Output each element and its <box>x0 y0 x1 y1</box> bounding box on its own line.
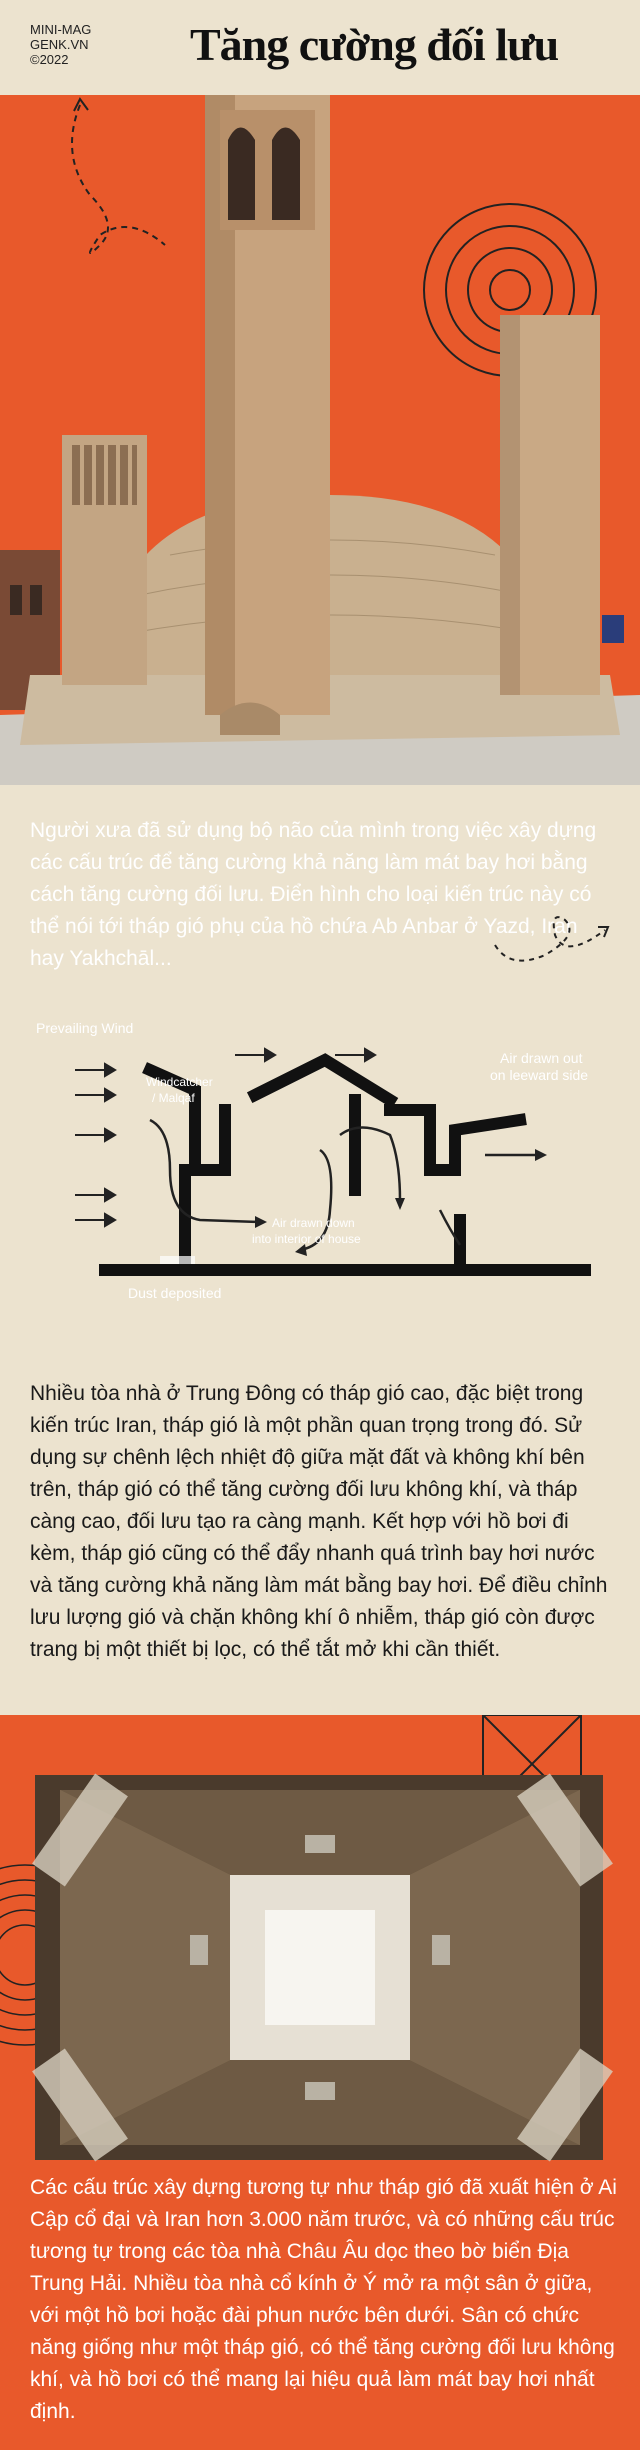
air-out-label-2: on leeward side <box>490 1067 589 1083</box>
sign-plaque <box>602 615 624 643</box>
air-down-label-1: Air drawn down <box>272 1216 355 1230</box>
page-title: Tăng cường đối lưu <box>190 19 559 70</box>
windcatcher-label-1: Windcatcher <box>146 1075 213 1089</box>
bottom-paragraph: Các cấu trúc xây dựng tương tự như tháp gió đã xuất hiện ở Ai Cập cổ đại và Iran hơn 3.000 năm trước, và có những cấu trúc tương tự trong các tòa nhà Châu Âu dọc theo bờ biển Địa Trung Hải. Nhiều tòa nhà cổ kính ở Ý mở ra một sân ở giữa, với một hồ bơi hoặc đài phun nước bên dưới. Sân có chức năng giống như một tháp gió, có thể tăng cường đối lưu không khí, và hồ bơi có thể mang lại hiệu quả làm mát bay hơi nhất định. <box>30 2176 617 2423</box>
header <box>0 0 640 95</box>
dust-pile <box>160 1256 195 1264</box>
tower-opening <box>228 128 255 221</box>
brand-line: GENK.VN <box>30 37 89 52</box>
arrow-head-icon <box>74 99 88 111</box>
dust-deposited-label: Dust deposited <box>128 1285 222 1301</box>
air-down-label-2: into interior of house <box>252 1232 361 1246</box>
windcatcher-photo <box>0 95 640 785</box>
intro-paragraph: Người xưa đã sử dụng bộ não của mình trong việc xây dựng các cấu trúc để tăng cường khả năng làm mát bay hơi bằng cách tăng cường đối lưu. Điển hình cho loại kiến trúc này có thể nói tới tháp gió phụ của hồ chứa Ab Anbar ở Yazd, Iran hay Yakhchāl... <box>30 819 597 970</box>
arrow-head-icon <box>598 927 608 937</box>
airflow-arrows <box>150 1120 540 1250</box>
air-out-label-1: Air drawn out <box>500 1050 583 1066</box>
dashed-arrow-decoration <box>72 105 165 253</box>
sky-opening <box>265 1910 375 2025</box>
tower-opening <box>272 128 300 221</box>
prevailing-wind-label: Prevailing Wind <box>36 1020 134 1036</box>
brand-block <box>30 22 91 67</box>
windcatcher-label-2: / Malqaf <box>152 1091 195 1105</box>
middle-paragraph: Nhiều tòa nhà ở Trung Đông có tháp gió cao, đặc biệt trong kiến trúc Iran, tháp gió là một phần quan trọng trong đó. Sử dụng sự chênh lệch nhiệt độ giữa mặt đất và không khí bên trên, tháp gió có thể tăng cường đối lưu không khí, và tháp càng cao, đối lưu tạo ra càng mạnh. Kết hợp với hồ bơi đi kèm, tháp gió cũng có thể đẩy nhanh quá trình bay hơi nước và tăng cường khả năng làm mát bằng bay hơi. Để điều chỉnh lưu lượng gió và chặn không khí ô nhiễm, tháp gió còn được trang bị một thiết bị lọc, có thể tắt mở khi cần thiết. <box>30 1382 608 1661</box>
brand-line: MINI-MAG <box>30 22 92 37</box>
courtyard-photo <box>32 1773 613 2161</box>
brand-line: ©2022 <box>30 52 69 67</box>
hero-section <box>0 95 640 785</box>
windcatcher-diagram <box>0 960 640 1360</box>
